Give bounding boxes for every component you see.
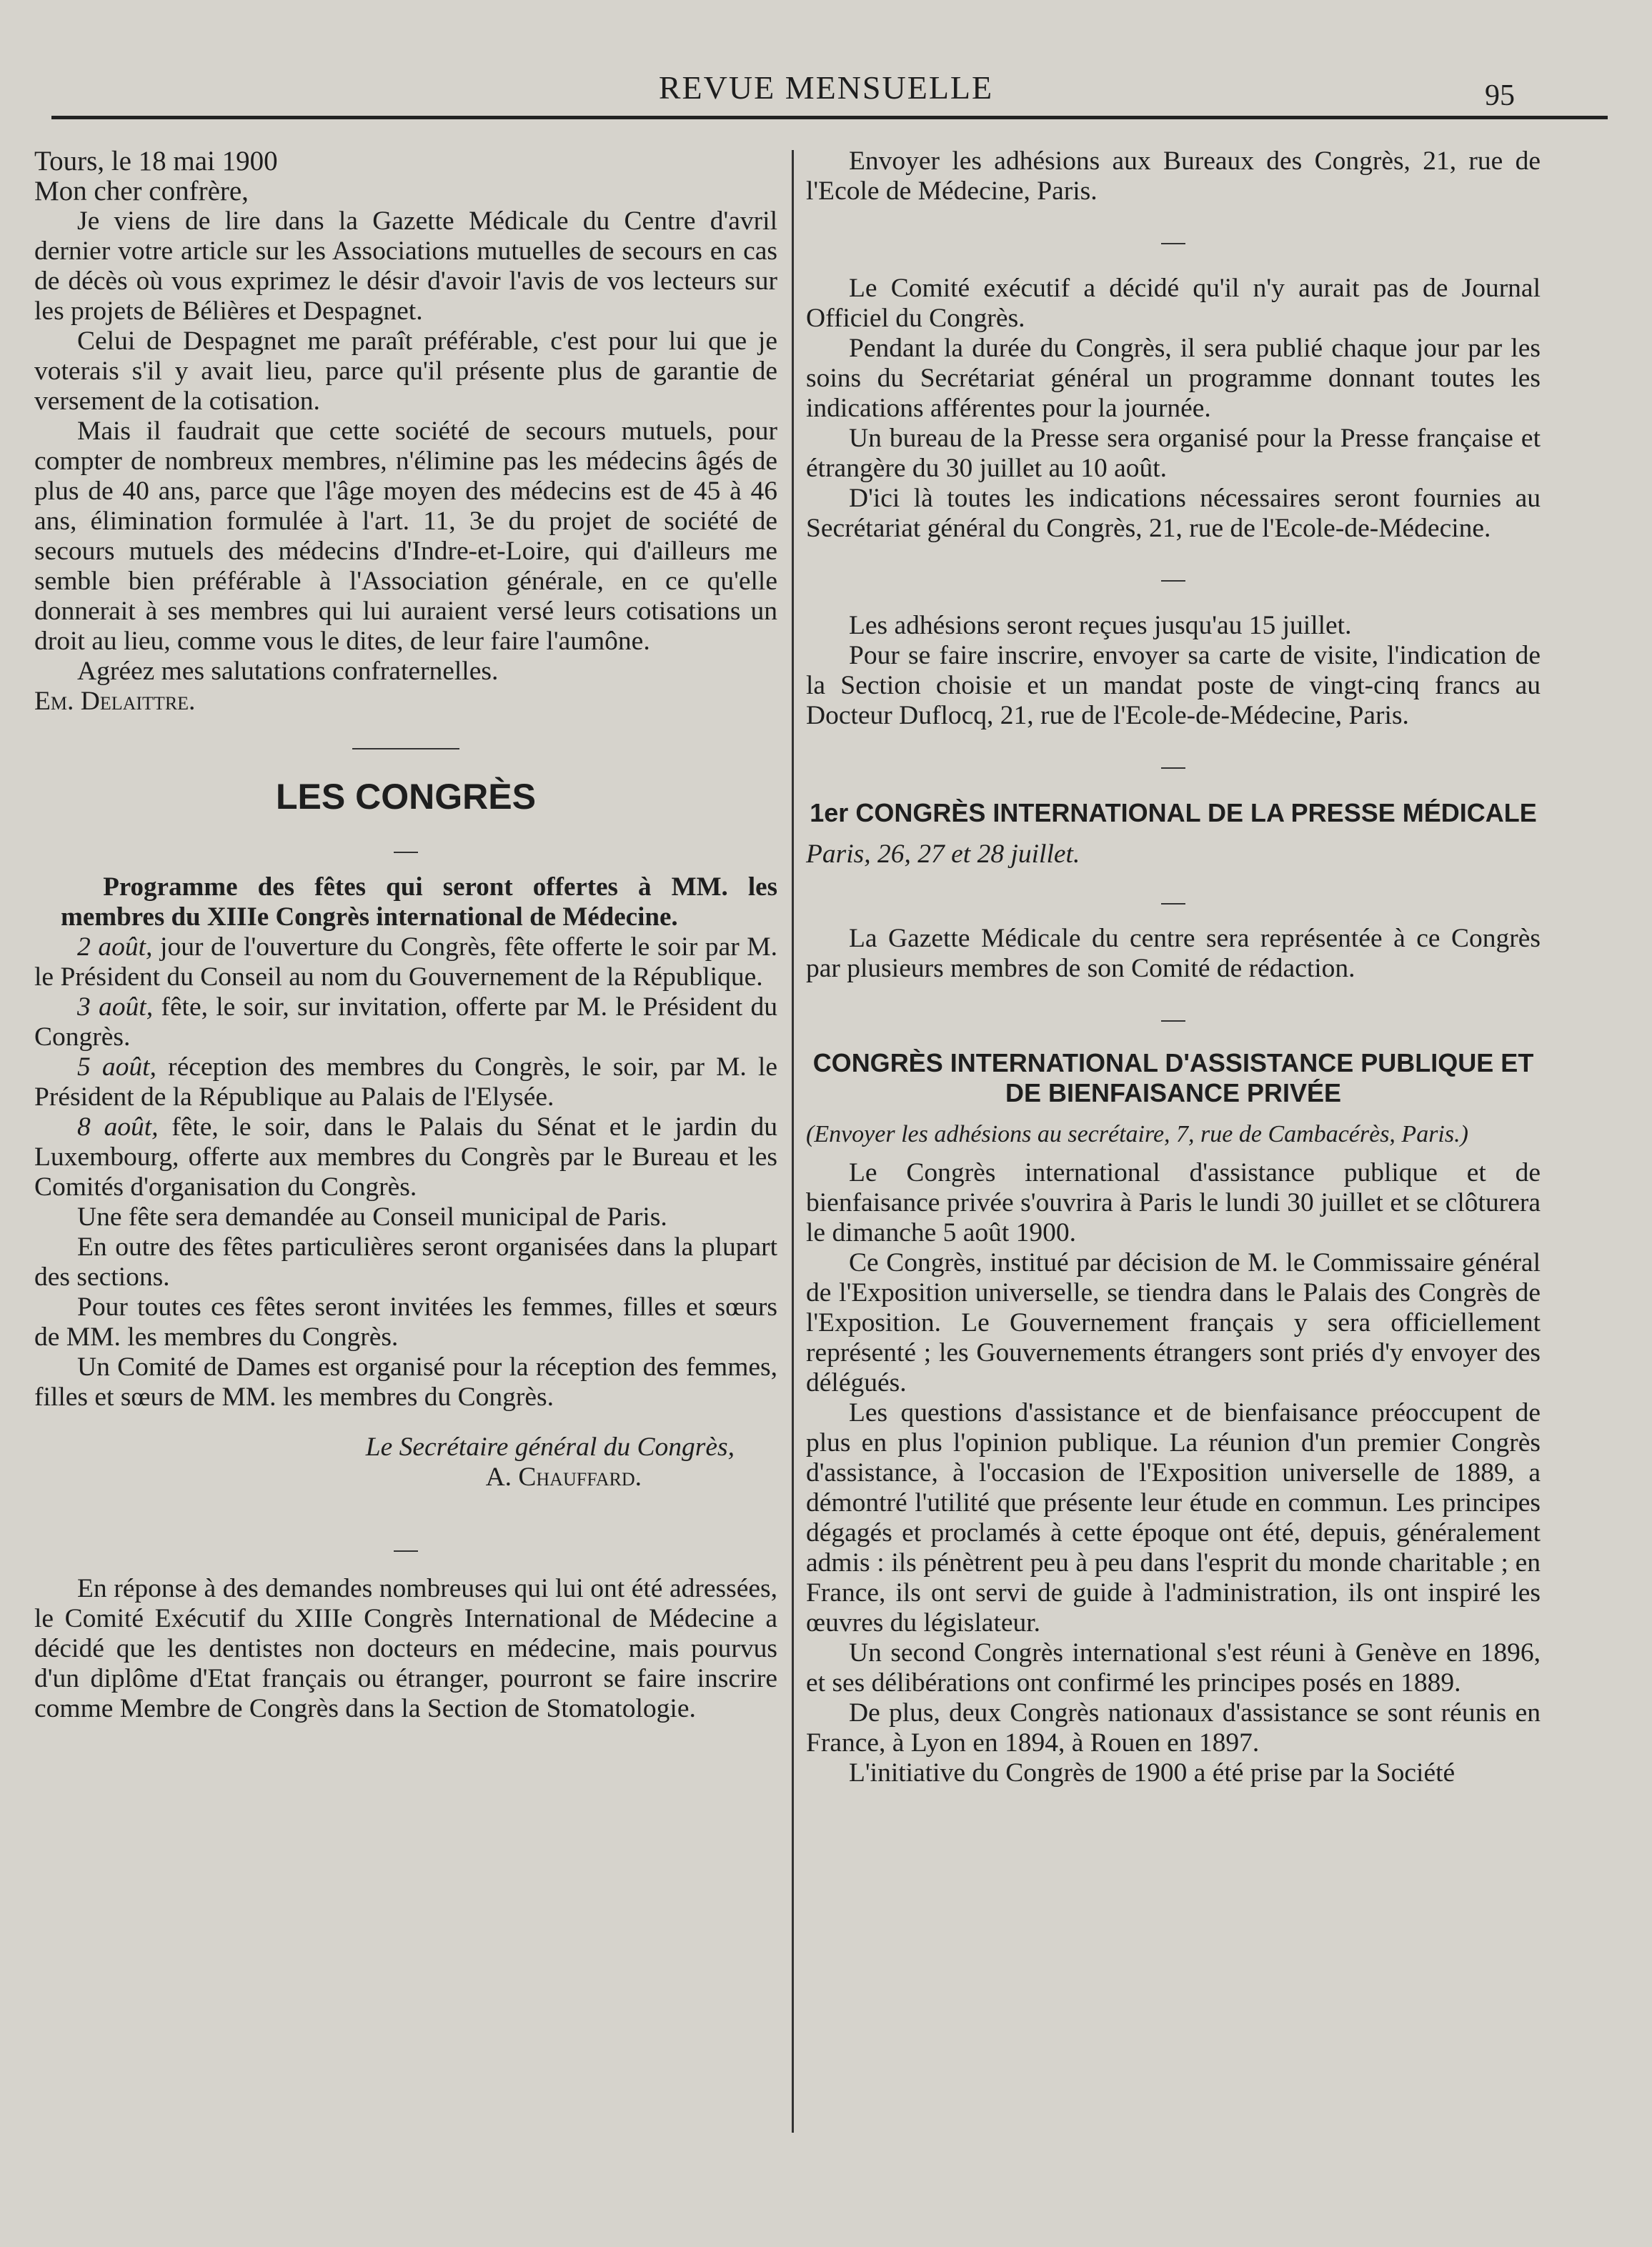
committee-paragraph: D'ici là toutes les indications nécessaires seront fournies au Secrétariat général du Congrès, 21, rue de l'Ecole-de-Médecine.: [806, 484, 1541, 543]
assistance-congress-note: (Envoyer les adhésions au secrétaire, 7, rue de Cambacérès, Paris.): [806, 1121, 1468, 1147]
section-rule: [352, 748, 459, 749]
programme-paragraph: Pour toutes ces fêtes seront invitées les femmes, filles et sœurs de MM. les membres du Congrès.: [34, 1292, 777, 1352]
left-column: [34, 146, 777, 1724]
secretary-title: Le Secrétaire général du Congrès,: [365, 1433, 735, 1462]
committee-paragraph: Pendant la durée du Congrès, il sera publié chaque jour par les soins du Secrétariat général un programme donnant toutes les indications afférentes pour la journée.: [806, 334, 1541, 423]
programme-date: 5 août,: [77, 1052, 156, 1082]
programme-item: [34, 1112, 777, 1202]
separator-dash: [806, 1005, 1541, 1022]
letter-paragraph: Celui de Despagnet me paraît préférable, c'est pour lui que je voterais s'il y avait lieu, parce qu'il présente plus de garantie de versement de la cotisation.: [34, 327, 777, 416]
letter-signature: Em. Delaittre.: [34, 687, 196, 716]
programme-date: 2 août,: [77, 932, 153, 962]
programme-text: réception des membres du Congrès, le soir, par M. le Président de la République au Palais de l'Elysée.: [34, 1052, 777, 1112]
page-number: 95: [1485, 79, 1515, 112]
programme-date: 3 août,: [77, 992, 154, 1022]
programme-paragraph: Une fête sera demandée au Conseil municipal de Paris.: [77, 1202, 667, 1232]
assistance-congress-heading: CONGRÈS INTERNATIONAL D'ASSISTANCE PUBLIQUE ET DE BIENFAISANCE PRIVÉE: [812, 1048, 1534, 1107]
programme-item: [34, 992, 777, 1052]
column-divider: [792, 150, 794, 2133]
programme-heading: Programme des fêtes qui seront offertes à MM. les membres du XIIIe Congrès international de Médecine.: [61, 872, 777, 932]
registration-paragraph: Pour se faire inscrire, envoyer sa carte de visite, l'indication de la Section choisie et un mandat poste de vingt-cinq francs au Docteur Duflocq, 21, rue de l'Ecole-de-Médecine, Paris.: [806, 641, 1541, 730]
header-rule: [51, 116, 1608, 119]
programme-text: fête, le soir, dans le Palais du Sénat et le jardin du Luxembourg, offerte aux membres du Congrès par le Bureau et les Comités d'organisation du Congrès.: [34, 1112, 778, 1202]
assistance-paragraph: De plus, deux Congrès nationaux d'assistance se sont réunis en France, à Lyon en 1894, à Rouen en 1897.: [806, 1698, 1541, 1758]
separator-dash: [806, 228, 1541, 245]
programme-item: [34, 1052, 777, 1112]
programme-date: 8 août,: [77, 1112, 159, 1142]
letter-paragraph: Mais il faudrait que cette société de secours mutuels, pour compter de nombreux membres, n'élimine pas les médecins âgés de plus de 40 ans, parce que l'âge moyen des médecins est de 45 à 46 ans, élimination formulée à l'art. 11, 3e du projet de société de secours mutuels des médecins d'Indre-et-Loire, qui d'ailleurs me semble bien préférable à l'Association générale, en ce qu'elle donnerait à ses membres qui lui auraient versé leurs cotisations un droit au lieu, comme vous le dites, de leur faire l'aumône.: [34, 417, 777, 656]
dentists-paragraph: En réponse à des demandes nombreuses qui lui ont été adressées, le Comité Exécutif du XIIIe Congrès International de Médecine a décidé que les dentistes non docteurs en médecine, mais pourvus d'un diplôme d'Etat français ou étranger, pourront se faire inscrire comme Membre de Congrès dans la Section de Stomatologie.: [34, 1574, 777, 1723]
programme-item: [34, 932, 777, 992]
assistance-paragraph: Le Congrès international d'assistance publique et de bienfaisance privée s'ouvrira à Paris le lundi 30 juillet et se clôturera le dimanche 5 août 1900.: [806, 1158, 1541, 1247]
press-congress-text: La Gazette Médicale du centre sera représentée à ce Congrès par plusieurs membres de son Comité de rédaction.: [806, 924, 1541, 983]
press-congress-heading: 1er CONGRÈS INTERNATIONAL DE LA PRESSE MÉDICALE: [810, 798, 1537, 827]
programme-paragraph: Un Comité de Dames est organisé pour la réception des femmes, filles et sœurs de MM. les membres du Congrès.: [34, 1352, 777, 1412]
assistance-paragraph: Un second Congrès international s'est réuni à Genève en 1896, et ses délibérations ont confirmé les principes posés en 1889.: [806, 1638, 1541, 1698]
letter-paragraph: Agréez mes salutations confraternelles.: [77, 657, 499, 686]
assistance-paragraph: L'initiative du Congrès de 1900 a été prise par la Société: [849, 1758, 1456, 1788]
press-congress-dateline: Paris, 26, 27 et 28 juillet.: [806, 839, 1080, 869]
separator-dash: [34, 1535, 777, 1553]
separator-dash: [806, 752, 1541, 769]
letter-salutation: Mon cher confrère,: [34, 176, 249, 206]
adhesions-paragraph: Envoyer les adhésions aux Bureaux des Congrès, 21, rue de l'Ecole de Médecine, Paris.: [806, 146, 1541, 206]
section-title: LES CONGRÈS: [276, 777, 536, 817]
programme-paragraph: En outre des fêtes particulières seront organisées dans la plupart des sections.: [34, 1232, 777, 1292]
letter-date: Tours, le 18 mai 1900: [34, 146, 278, 176]
secretary-name: A. Chauffard.: [485, 1463, 642, 1492]
separator-dash: [34, 837, 777, 854]
separator-dash: [806, 565, 1541, 582]
running-title: REVUE MENSUELLE: [658, 69, 994, 106]
registration-paragraph: Les adhésions seront reçues jusqu'au 15 juillet.: [849, 611, 1352, 640]
assistance-paragraph: Ce Congrès, institué par décision de M. le Commissaire général de l'Exposition universelle, se tiendra dans le Palais des Congrès de l'Exposition. Le Gouvernement français y sera officiellement représenté ; les Gouvernements étrangers sont priés d'y envoyer des délégués.: [806, 1248, 1541, 1397]
programme-text: jour de l'ouverture du Congrès, fête offerte le soir par M. le Président du Conseil au nom du Gouvernement de la République.: [34, 932, 778, 992]
letter-paragraph: Je viens de lire dans la Gazette Médicale du Centre d'avril dernier votre article sur les Associations mutuelles de secours en cas de décès où vous exprimez le désir d'avoir l'avis de vos lecteurs sur les projets de Bélières et Despagnet.: [34, 206, 777, 326]
committee-paragraph: Un bureau de la Presse sera organisé pour la Presse française et étrangère du 30 juillet au 10 août.: [806, 424, 1541, 483]
right-column: [806, 146, 1541, 1788]
separator-dash: [806, 888, 1541, 905]
programme-text: fête, le soir, sur invitation, offerte par M. le Président du Congrès.: [34, 992, 778, 1052]
committee-paragraph: Le Comité exécutif a décidé qu'il n'y aurait pas de Journal Officiel du Congrès.: [806, 274, 1541, 333]
assistance-paragraph: Les questions d'assistance et de bienfaisance préoccupent de plus en plus l'opinion publique. La réunion d'un premier Congrès d'assistance, à l'occasion de l'Exposition universelle de 1889, a démontré l'utilité que présente leur étude en commun. Les principes dégagés et proclamés à cette époque ont été, depuis, généralement admis : ils pénètrent peu à peu dans l'esprit du monde charitable ; en France, ils ont servi de guide à l'administration, ils ont inspiré les œuvres du législateur.: [806, 1398, 1541, 1638]
